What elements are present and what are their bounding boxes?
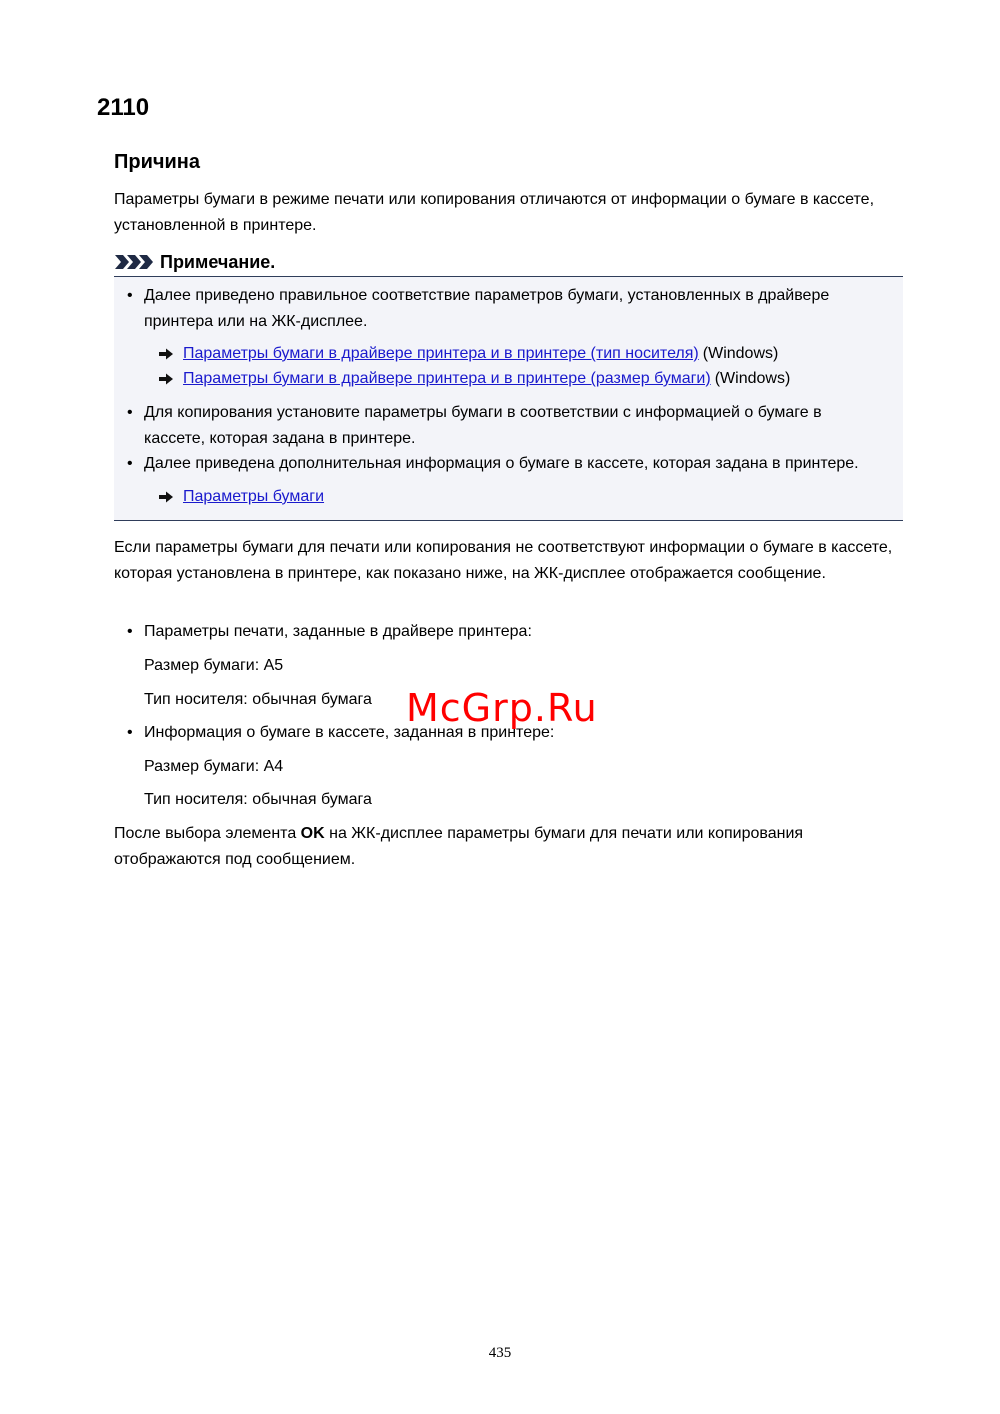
note-header <box>114 249 275 275</box>
arrow-right-icon <box>158 491 174 503</box>
link-paper-size-row <box>158 366 790 391</box>
final-text-before: После выбора элемента <box>114 825 301 842</box>
triple-chevron-icon <box>114 254 156 270</box>
print-settings-label: Параметры печати, заданные в драйвере принтера: <box>144 623 532 640</box>
watermark: McGrp.Ru <box>406 686 598 730</box>
note-title: Примечание. <box>160 252 276 272</box>
ok-label: OK <box>300 825 325 842</box>
link-suffix: (Windows) <box>714 370 791 387</box>
bullet-icon: • <box>127 287 133 304</box>
bullet-icon: • <box>127 724 133 741</box>
print-paper-size: Размер бумаги: A5 <box>144 657 284 674</box>
mismatch-paragraph: Если параметры бумаги для печати или копирования не соответствуют информации о бумаге в кассете, которая установлена в принтере, как показано ниже, на ЖК-дисплее отображается сообщение. <box>114 539 893 582</box>
arrow-right-icon <box>158 373 174 385</box>
error-code-heading: 2110 <box>97 94 150 121</box>
page-number: 435 <box>488 1345 512 1361</box>
final-text-after: на ЖК-дисплее параметры бумаги для печати или копирования отображаются под сообщением. <box>114 825 804 868</box>
cassette-info-label: Информация о бумаге в кассете, заданная в принтере: <box>144 724 555 741</box>
link-paper-size[interactable]: Параметры бумаги в драйвере принтера и в принтере (размер бумаги) <box>183 370 711 387</box>
link-paper-settings[interactable]: Параметры бумаги <box>183 488 325 505</box>
bullet-icon: • <box>127 623 133 640</box>
note-bullet-1-text: Далее приведено правильное соответствие параметров бумаги, установленных в драйвере принтера или на ЖК-дисплее. <box>144 287 830 330</box>
note-bullet-3-text: Далее приведена дополнительная информация о бумаге в кассете, которая задана в принтере. <box>144 455 859 472</box>
link-paper-settings-row <box>158 484 324 509</box>
arrow-right-icon <box>158 348 174 360</box>
cassette-paper-size: Размер бумаги: A4 <box>144 758 284 775</box>
note-bullet-2-text: Для копирования установите параметры бумаги в соответствии с информацией о бумаге в кассете, которая задана в принтере. <box>144 404 822 447</box>
link-media-type-row <box>158 341 778 366</box>
final-paragraph <box>114 821 874 872</box>
bullet-icon: • <box>127 455 133 472</box>
print-media-type: Тип носителя: обычная бумага <box>144 691 372 708</box>
cassette-media-type: Тип носителя: обычная бумага <box>144 791 372 808</box>
bullet-icon: • <box>127 404 133 421</box>
note-box <box>114 276 903 521</box>
cause-paragraph: Параметры бумаги в режиме печати или копирования отличаются от информации о бумаге в кассете, установленной в принтере. <box>114 191 875 234</box>
link-suffix: (Windows) <box>702 345 779 362</box>
cause-heading: Причина <box>114 151 200 173</box>
link-media-type[interactable]: Параметры бумаги в драйвере принтера и в принтере (тип носителя) <box>183 345 699 362</box>
